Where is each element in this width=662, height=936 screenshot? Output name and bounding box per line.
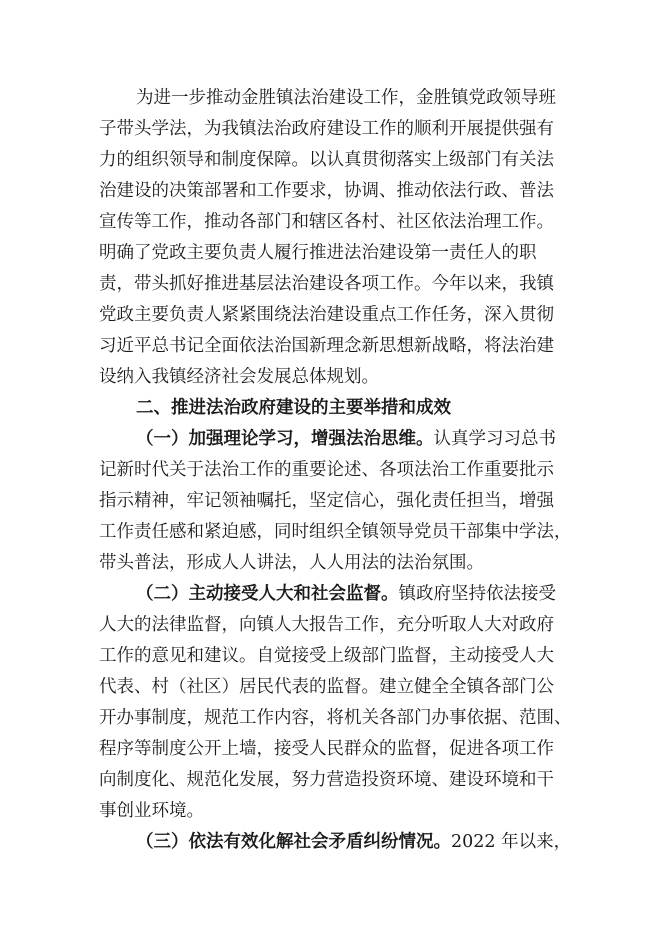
item-1-paragraph [99,424,572,579]
paragraph-line: 为进一步推动金胜镇法治建设工作，金胜镇党政领导班 [136,88,556,108]
paragraph-line: 明确了党政主要负责人履行推进法治建设第一责任人的职 [99,243,537,263]
paragraph-line [99,579,569,610]
section-heading-block [99,393,569,424]
paragraph-line: 记新时代关于法治工作的重要论述、各项法治工作重要批示 [99,460,554,480]
item-1-lead: （一）加强理论学习，增强法治思维。 [136,429,434,449]
intro-paragraph [99,83,569,393]
paragraph-line: 责，带头抓好推进基层法治建设各项工作。今年以来，我镇 [99,274,554,294]
paragraph-line: 带头普法，形成人人讲法，人人用法的法治氛围。 [99,553,484,573]
paragraph-line: 向制度化、规范化发展，努力营造投资环境、建设环境和干 [99,770,554,790]
item-3-lead: （三）依法有效化解社会矛盾纠纷情况。 [136,832,451,852]
paragraph-line: 习近平总书记全面依法治国新理念新思想新战略，将法治建 [99,336,554,356]
item-2-paragraph [99,579,572,827]
paragraph-line: 宣传等工作，推动各部门和辖区各村、社区依法治理工作。 [99,212,554,232]
item-1-first-text: 认真学习习总书 [433,429,556,449]
paragraph-line [99,827,572,858]
paragraph-line: 子带头学法，为我镇法治政府建设工作的顺利开展提供强有 [99,119,554,139]
paragraph-line: 程序等制度公开上墙，接受人民群众的监督，促进各项工作 [99,739,554,759]
paragraph-line: 代表、村（社区）居民代表的监督。建立健全全镇各部门公 [99,677,554,697]
paragraph-line [99,424,569,455]
paragraph-line: 党政主要负责人紧紧围绕法治建设重点工作任务，深入贯彻 [99,305,554,325]
paragraph-line: 设纳入我镇经济社会发展总体规划。 [99,367,379,387]
paragraph-line: 开办事制度，规范工作内容，将机关各部门办事依据、范围、 [99,708,572,728]
paragraph-line: 事创业环境。 [99,801,204,821]
section-heading: 二、推进法治政府建设的主要举措和成效 [136,398,451,418]
item-2-lead: （二）主动接受人大和社会监督。 [136,584,399,604]
document-body [99,83,572,858]
paragraph-line: 指示精神，牢记领袖嘱托，坚定信心，强化责任担当，增强 [99,491,554,511]
paragraph-line: 治建设的决策部署和工作要求，协调、推动依法行政、普法 [99,181,554,201]
paragraph-line: 工作的意见和建议。自觉接受上级部门监督，主动接受人大 [99,646,554,666]
item-2-first-text: 镇政府坚持依法接受 [398,584,556,604]
paragraph-line: 力的组织领导和制度保障。以认真贯彻落实上级部门有关法 [99,150,554,170]
item-3-paragraph [99,827,572,858]
paragraph-line: 人大的法律监督，向镇人大报告工作，充分听取人大对政府 [99,615,554,635]
item-3-first-text: 2022 年以来， [451,832,572,852]
paragraph-line: 工作责任感和紧迫感，同时组织全镇领导党员干部集中学法， [99,522,572,542]
